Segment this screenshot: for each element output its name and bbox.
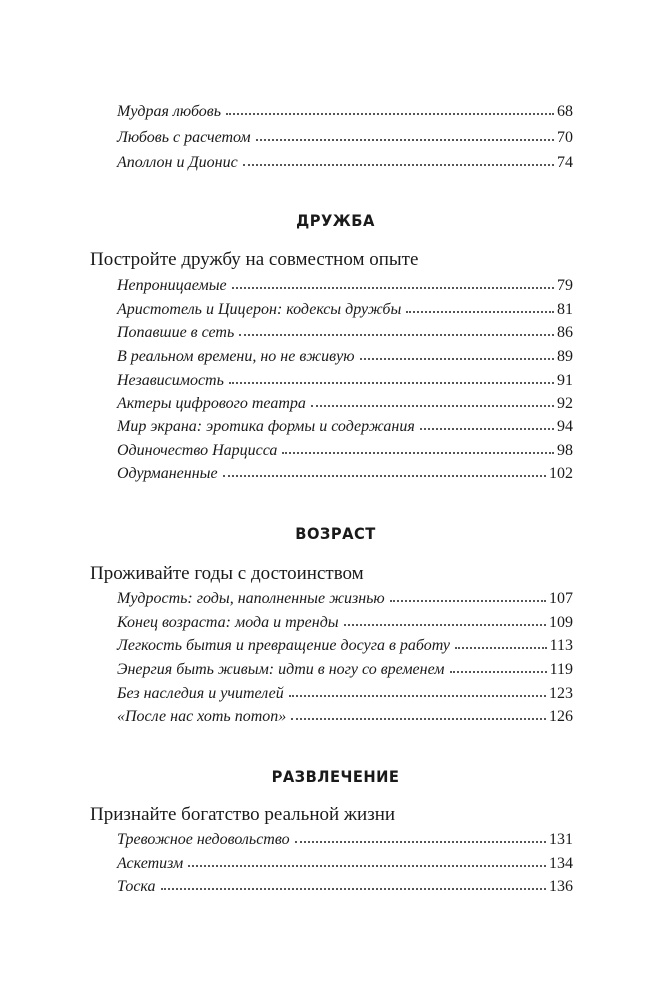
dot-leader [282, 448, 554, 454]
toc-entry [117, 371, 573, 391]
toc-entry-title: Аскетизм [117, 855, 184, 872]
toc-entry [117, 830, 573, 850]
toc-entry-page: 79 [557, 277, 573, 294]
toc-entry-page: 109 [549, 614, 573, 631]
chapter-title: Проживайте годы с достоинством [90, 563, 364, 584]
dot-leader [239, 330, 554, 336]
dot-leader [311, 401, 554, 407]
toc-entry [117, 323, 573, 343]
toc-entry-title: Тоска [117, 878, 156, 895]
chapter-title: Признайте богатство реальной жизни [90, 804, 396, 825]
toc-entry-page: 131 [549, 831, 573, 848]
dot-leader [229, 378, 554, 384]
dot-leader [223, 471, 546, 477]
toc-entry-page: 70 [557, 129, 573, 146]
toc-entry [117, 707, 573, 727]
toc-entry-title: Непроницаемые [117, 277, 227, 294]
toc-entry [117, 153, 573, 173]
toc-entry-title: Конец возраста: мода и тренды [117, 614, 339, 631]
toc-entry-page: 113 [549, 637, 573, 654]
dot-leader [243, 160, 554, 166]
toc-entry [117, 684, 573, 704]
dot-leader [344, 620, 546, 626]
section-heading: ДРУЖБА [296, 211, 375, 230]
toc-entry [117, 394, 573, 414]
toc-entry-page: 74 [557, 154, 573, 171]
toc-entry [117, 636, 573, 656]
toc-entry [117, 417, 573, 437]
dot-leader [161, 884, 546, 890]
toc-entry-page: 102 [549, 465, 573, 482]
dot-leader [226, 109, 554, 115]
toc-entry-title: Попавшие в сеть [117, 324, 235, 341]
toc-entry-page: 86 [557, 324, 573, 341]
toc-entry-title: Одиночество Нарцисса [117, 442, 278, 459]
dot-leader [406, 307, 554, 313]
toc-entry-title: Аполлон и Дионис [117, 154, 238, 171]
toc-entry-page: 91 [557, 372, 573, 389]
toc-entry [117, 854, 573, 874]
toc-entry [117, 102, 573, 122]
chapter-title: Постройте дружбу на совместном опыте [90, 249, 419, 270]
toc-entry-page: 89 [557, 348, 573, 365]
dot-leader [390, 596, 546, 602]
dot-leader [232, 283, 554, 289]
toc-entry [117, 660, 573, 680]
toc-entry [117, 441, 573, 461]
toc-entry-page: 92 [557, 395, 573, 412]
toc-entry [117, 613, 573, 633]
toc-entry-page: 94 [557, 418, 573, 435]
dot-leader [256, 135, 554, 141]
toc-entry [117, 589, 573, 609]
dot-leader [291, 714, 546, 720]
toc-entry [117, 347, 573, 367]
toc-entry-page: 107 [549, 590, 573, 607]
toc-entry-title: «После нас хоть потоп» [117, 708, 287, 725]
toc-entry-title: Тревожное недовольство [117, 831, 290, 848]
toc-entry [117, 128, 573, 148]
toc-entry [117, 276, 573, 296]
toc-entry-page: 68 [557, 103, 573, 120]
toc-entry-page: 81 [557, 301, 573, 318]
toc-entry-page: 126 [549, 708, 573, 725]
toc-entry [117, 464, 573, 484]
toc-entry-page: 123 [549, 685, 573, 702]
dot-leader [420, 424, 554, 430]
toc-entry-title: В реальном времени, но не вживую [117, 348, 355, 365]
toc-entry-title: Независимость [117, 372, 224, 389]
dot-leader [455, 643, 547, 649]
dot-leader [289, 691, 546, 697]
section-heading: ВОЗРАСТ [295, 524, 376, 543]
toc-entry-title: Актеры цифрового театра [117, 395, 306, 412]
toc-entry-title: Одурманенные [117, 465, 218, 482]
toc-entry-title: Энергия быть живым: идти в ногу со временем [117, 661, 445, 678]
dot-leader [188, 861, 546, 867]
toc-entry [117, 877, 573, 897]
toc-entry-page: 119 [549, 661, 573, 678]
toc-entry-page: 134 [549, 855, 573, 872]
toc-entry-page: 136 [549, 878, 573, 895]
toc-entry-title: Мир экрана: эротика формы и содержания [117, 418, 415, 435]
section-heading: РАЗВЛЕЧЕНИЕ [271, 767, 400, 786]
toc-entry-page: 98 [557, 442, 573, 459]
toc-entry-title: Аристотель и Цицерон: кодексы дружбы [117, 301, 402, 318]
dot-leader [450, 667, 547, 673]
dot-leader [295, 837, 546, 843]
dot-leader [360, 354, 555, 360]
toc-entry-title: Мудрость: годы, наполненные жизнью [117, 590, 385, 607]
toc-entry-title: Мудрая любовь [117, 103, 222, 120]
toc-entry [117, 300, 573, 320]
toc-entry-title: Легкость бытия и превращение досуга в работу [117, 637, 450, 654]
toc-entry-title: Любовь с расчетом [117, 129, 251, 146]
toc-entry-title: Без наследия и учителей [117, 685, 284, 702]
